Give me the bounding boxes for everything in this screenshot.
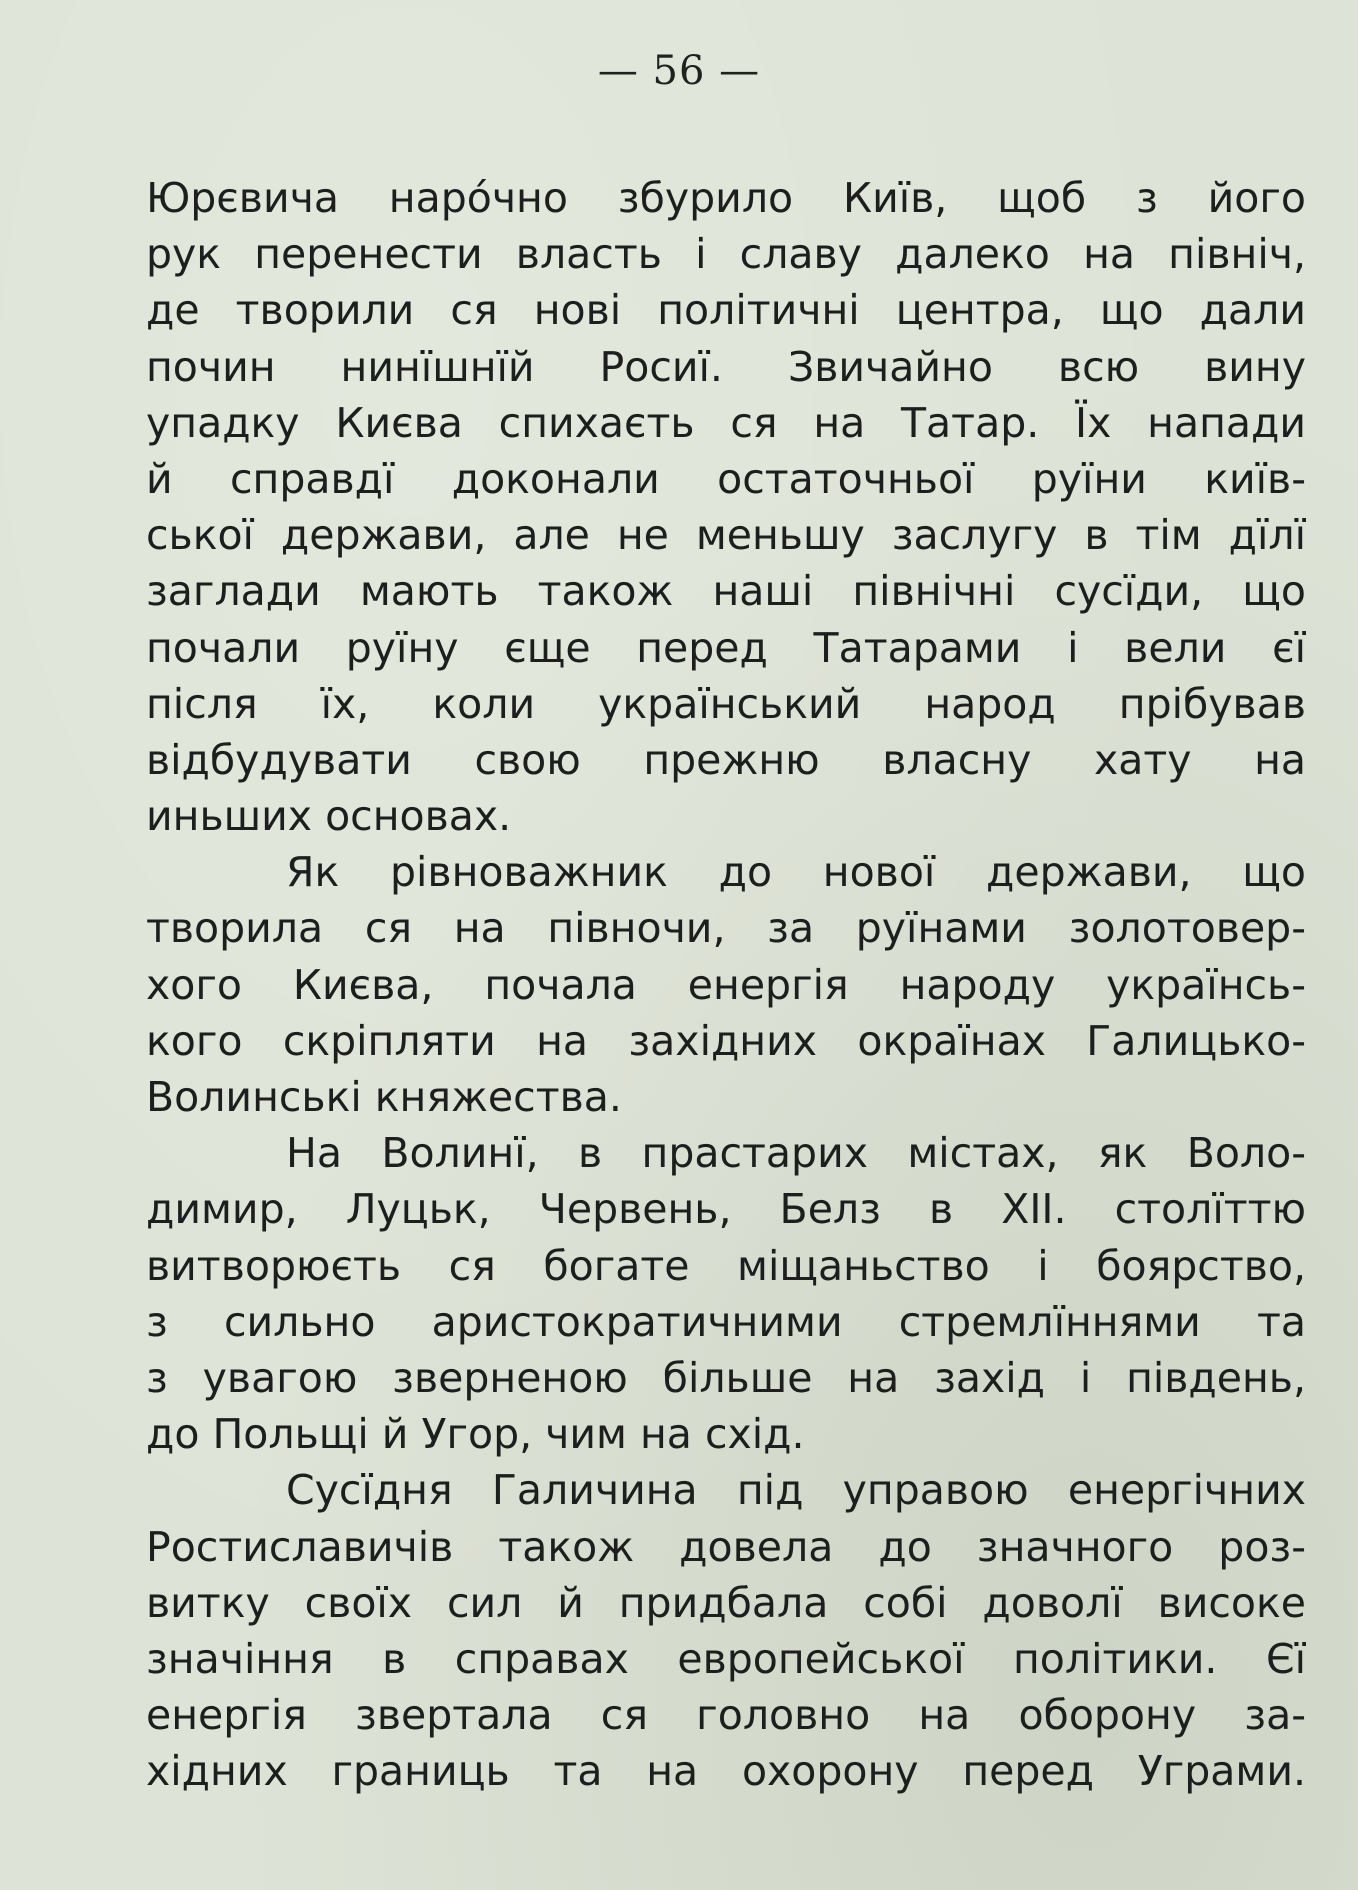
text-line: Ростиславичів також довела до значного роз- xyxy=(146,1522,1306,1571)
text-line: Як рівноважник до нової держави, що xyxy=(286,848,1306,897)
text-line: хідних границь та на охорону перед Уграми. xyxy=(146,1747,1306,1796)
text-line: з сильно аристократичними стремлїннями та xyxy=(146,1297,1306,1346)
text-line: Сусїдня Галичина під управою енергічних xyxy=(286,1466,1306,1515)
text-line: Волинські княжества. xyxy=(146,1073,622,1121)
text-line: відбудувати свою прежню власну хату на xyxy=(146,735,1306,784)
text-line: творила ся на півночи, за руїнами золотовер- xyxy=(146,904,1306,953)
text-line: почали руїну єще перед Татарами і вели єї xyxy=(146,623,1306,672)
text-line: упадку Києва спихаєть ся на Татар. Їх напади xyxy=(146,398,1306,447)
text-line: витворюєть ся богате міщаньство і боярство, xyxy=(146,1241,1306,1290)
text-line: ської держави, але не меньшу заслугу в тім дїлї xyxy=(146,511,1306,560)
text-line: хого Києва, почала енергія народу українсь- xyxy=(146,960,1306,1009)
text-line: На Волинї, в прастарих містах, як Воло- xyxy=(286,1129,1306,1178)
body-text xyxy=(146,170,1306,1799)
text-line: витку своїх сил й придбала собі доволї високе xyxy=(146,1578,1306,1627)
text-line: заглади мають також наші північні сусїди, що xyxy=(146,567,1306,616)
text-line: рук перенести власть і славу далеко на північ, xyxy=(146,230,1306,279)
text-line: значіння в справах европейської політики. Єї xyxy=(146,1634,1306,1683)
text-line: де творили ся нові політичні центра, що дали xyxy=(146,286,1306,335)
text-line: енергія звертала ся головно на оборону за- xyxy=(146,1691,1306,1740)
text-line: з увагою зверненою більше на захід і південь, xyxy=(146,1353,1306,1402)
text-line: до Польщі й Угор, чим на схід. xyxy=(146,1410,805,1459)
text-line: й справдї доконали остаточньої руїни київ- xyxy=(146,454,1306,503)
page-number: — 56 — xyxy=(597,48,761,94)
text-line: кого скріпляти на західних окраїнах Галицько- xyxy=(146,1016,1306,1065)
text-line: після їх, коли український народ прібував xyxy=(146,679,1306,728)
text-line: димир, Луцьк, Червень, Белз в XII. столїттю xyxy=(146,1185,1306,1234)
text-line: почин нинїшнїй Росиї. Звичайно всю вину xyxy=(146,342,1306,391)
text-line: Юрєвича наро́чно збурило Київ, щоб з його xyxy=(146,174,1306,222)
text-line: иньших основах. xyxy=(146,792,512,841)
